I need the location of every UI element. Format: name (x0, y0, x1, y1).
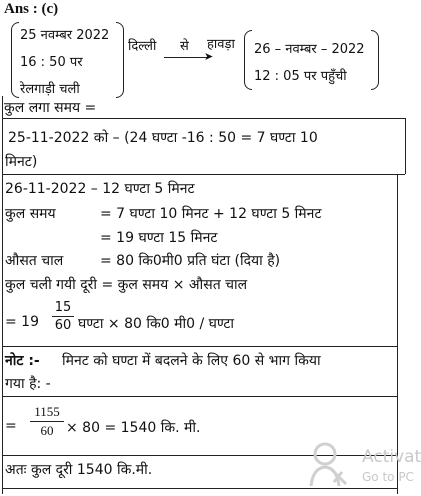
departure-paren-left (11, 22, 19, 98)
avg-speed-label: औसत चाल (5, 253, 64, 269)
route-arrow-line (164, 57, 208, 58)
departure-note: रेलगाड़ी चली (20, 82, 80, 97)
frame-left-border (2, 96, 3, 494)
result-line: अतः कुल दूरी 1540 कि.मी. (5, 462, 153, 478)
calc2-prefix: = (5, 418, 17, 434)
avg-speed-value: = 80 कि0मी0 प्रति घंटा (दिया है) (100, 253, 281, 269)
route-to: हावड़ा (207, 37, 235, 52)
day1-box-right (405, 118, 406, 174)
arrival-paren-left (244, 30, 252, 90)
total-time-label: कुल लगा समय = (4, 100, 97, 116)
calc1-prefix: = 19 (5, 314, 39, 330)
note-box-top (2, 346, 397, 347)
answer-label: Ans : (c) (4, 1, 59, 17)
total-time-label2: कुल समय (5, 206, 56, 222)
watermark-line2: Go to PC (362, 470, 414, 484)
day2-line: 26-11-2022 – 12 घण्टा 5 मिनट (5, 181, 195, 197)
note-line1: मिनट को घण्टा में बदलने के लिए 60 से भाग किया (62, 353, 321, 369)
day1-line2: मिनट) (5, 154, 38, 170)
calc2-numerator: 1155 (34, 404, 60, 419)
calc1-suffix: घण्टा × 80 कि0 मी0 / घण्टा (78, 316, 235, 332)
calc2-fraction-bar (30, 421, 64, 422)
calc2-suffix: × 80 = 1540 कि. मी. (66, 420, 201, 436)
calc1-denominator: 60 (54, 318, 72, 333)
note-box-bottom (2, 396, 397, 397)
note-line2: गया है: - (5, 376, 51, 392)
note-label: नोट :- (5, 353, 40, 369)
calc1-fraction-bar (52, 316, 74, 317)
day1-line1: 25-11-2022 को – (24 घण्टा -16 : 50 = 7 घण्टा 10 (8, 130, 318, 146)
arrow-right-icon: ➤ (204, 50, 214, 63)
user-icon (308, 440, 350, 492)
arrival-paren-right (371, 30, 379, 90)
departure-date: 25 नवम्बर 2022 (20, 28, 110, 43)
calc2-denominator: 60 (40, 423, 54, 438)
arrival-time: 12 : 05 पर पहुँची (254, 69, 347, 84)
calc1-numerator: 15 (54, 300, 72, 315)
calc2-fraction (30, 404, 64, 439)
watermark-line1: Activat (362, 447, 421, 467)
departure-paren-right (116, 22, 124, 98)
distance-formula: कुल चली गयी दूरी = कुल समय × औसत चाल (5, 277, 248, 293)
frame-right-border (397, 174, 398, 494)
route-from: दिल्ली (128, 39, 157, 54)
day1-box-top (2, 118, 405, 119)
arrival-date: 26 – नवम्बर – 2022 (254, 42, 365, 57)
total-time-eq2: = 19 घण्टा 15 मिनट (100, 230, 218, 246)
route-se: से (180, 39, 189, 54)
total-time-eq1: = 7 घण्टा 10 मिनट + 12 घण्टा 5 मिनट (100, 206, 322, 222)
calc1-fraction (52, 300, 74, 333)
departure-time: 16 : 50 पर (20, 55, 83, 70)
answer-option: (c) (41, 1, 59, 17)
day1-box-bottom (2, 174, 405, 175)
